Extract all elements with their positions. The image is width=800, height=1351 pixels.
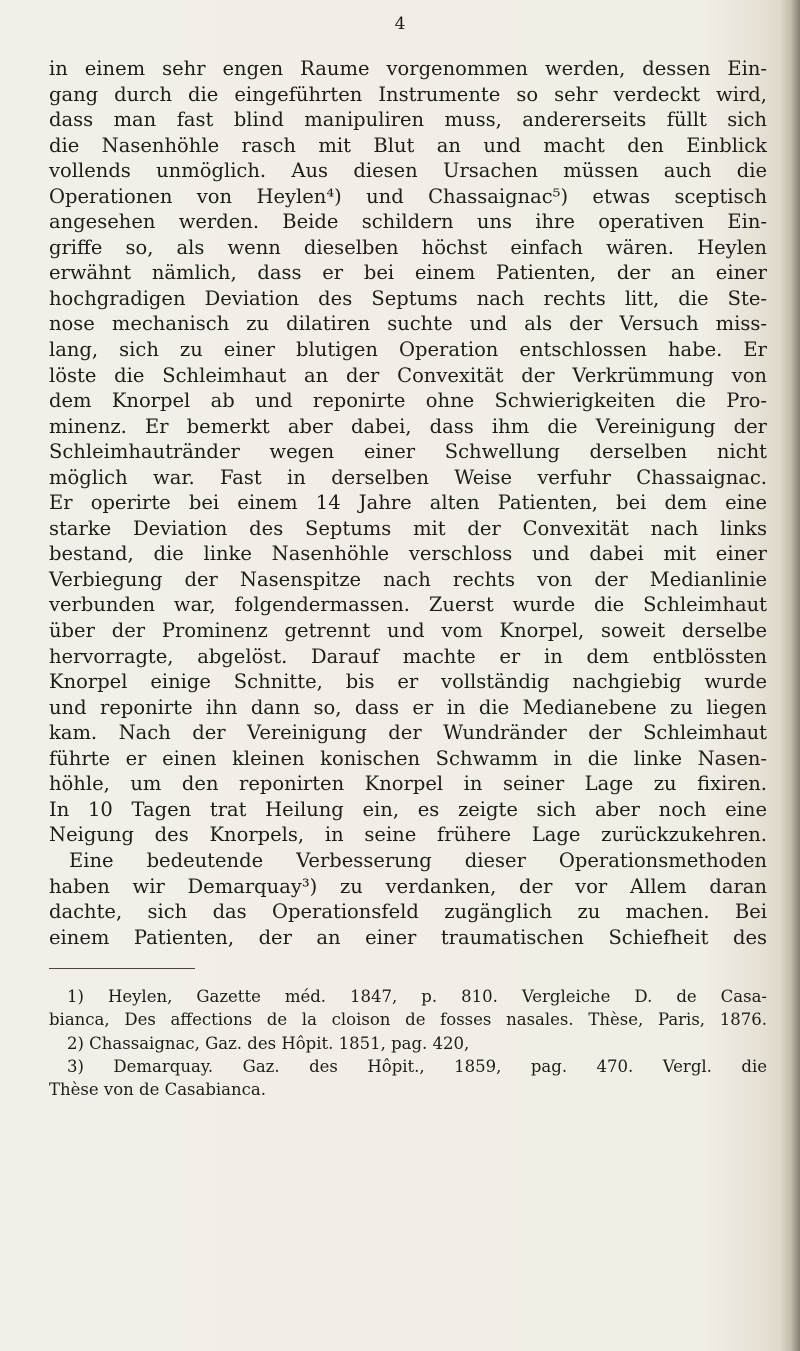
text-line: erwähnt nämlich, dass er bei einem Patienten, der an einer <box>49 261 767 285</box>
text-line: Eine bedeutende Verbesserung dieser Operationsmethoden <box>69 848 767 872</box>
text-line: vollends unmöglich. Aus diesen Ursachen müssen auch die <box>49 159 767 183</box>
text-line: einem Patienten, der an einer traumatischen Schiefheit des <box>49 925 767 949</box>
text-line: kam. Nach der Vereinigung der Wundränder der Schleimhaut <box>49 721 767 745</box>
text-line: Verbiegung der Nasenspitze nach rechts von der Medianlinie <box>49 567 767 591</box>
footnote-divider <box>49 968 195 969</box>
text-line: dem Knorpel ab und reponirte ohne Schwierigkeiten die Pro- <box>49 389 767 413</box>
text-line: lang, sich zu einer blutigen Operation entschlossen habe. Er <box>49 338 767 362</box>
text-line: Neigung des Knorpels, in seine frühere Lage zurückzukehren. <box>49 823 767 847</box>
body-text <box>49 56 767 950</box>
text-line: In 10 Tagen trat Heilung ein, es zeigte sich aber noch eine <box>49 797 767 821</box>
text-line: haben wir Demarquay³) zu verdanken, der vor Allem daran <box>49 874 767 898</box>
footnote-line: Thèse von de Casabianca. <box>49 1080 266 1100</box>
text-line: möglich war. Fast in derselben Weise verfuhr Chassaignac. <box>49 465 767 489</box>
page-number: 4 <box>394 14 406 34</box>
text-line: hervorragte, abgelöst. Darauf machte er in dem entblössten <box>49 644 767 668</box>
text-line: bestand, die linke Nasenhöhle verschloss und dabei mit einer <box>49 542 767 566</box>
text-line: löste die Schleimhaut an der Convexität der Verkrümmung von <box>49 363 767 387</box>
footnotes <box>49 985 767 1101</box>
text-line: minenz. Er bemerkt aber dabei, dass ihm die Vereinigung der <box>49 414 767 438</box>
text-line: die Nasenhöhle rasch mit Blut an und macht den Einblick <box>49 133 767 157</box>
text-line: Er operirte bei einem 14 Jahre alten Patienten, bei dem eine <box>49 491 767 515</box>
text-line: dass man fast blind manipuliren muss, andererseits füllt sich <box>49 108 767 132</box>
page-edge-shadow <box>780 0 800 1351</box>
text-line: führte er einen kleinen konischen Schwamm in die linke Nasen- <box>49 746 767 770</box>
footnote-line: 1) Heylen, Gazette méd. 1847, p. 810. Vergleiche D. de Casa- <box>67 987 767 1006</box>
text-line: gang durch die eingeführten Instrumente so sehr verdeckt wird, <box>49 82 767 106</box>
footnote-line: 2) Chassaignac, Gaz. des Hôpit. 1851, pag. 420, <box>67 1033 470 1053</box>
footnote-line: bianca, Des affections de la cloison de fosses nasales. Thèse, Paris, 1876. <box>49 1010 767 1030</box>
text-line: und reponirte ihn dann so, dass er in die Medianebene zu liegen <box>49 695 767 719</box>
text-line: dachte, sich das Operationsfeld zugänglich zu machen. Bei <box>49 900 767 924</box>
text-line: verbunden war, folgendermassen. Zuerst wurde die Schleimhaut <box>49 593 767 617</box>
text-line: Schleimhautränder wegen einer Schwellung derselben nicht <box>49 440 767 464</box>
text-line: nose mechanisch zu dilatiren suchte und als der Versuch miss- <box>49 312 767 336</box>
footnote-line: 3) Demarquay. Gaz. des Hôpit., 1859, pag. 470. Vergl. die <box>67 1056 767 1076</box>
text-line: hochgradigen Deviation des Septums nach rechts litt, die Ste- <box>49 286 767 310</box>
text-line: über der Prominenz getrennt und vom Knorpel, soweit derselbe <box>49 619 767 643</box>
text-line: griffe so, als wenn dieselben höchst einfach wären. Heylen <box>49 235 767 259</box>
text-line: starke Deviation des Septums mit der Convexität nach links <box>49 516 767 540</box>
text-line: in einem sehr engen Raume vorgenommen werden, dessen Ein- <box>49 57 767 80</box>
text-line: angesehen werden. Beide schildern uns ihre operativen Ein- <box>49 210 767 234</box>
text-line: Operationen von Heylen⁴) und Chassaignac⁵) etwas sceptisch <box>49 184 767 208</box>
text-line: Knorpel einige Schnitte, bis er vollständig nachgiebig wurde <box>49 670 767 694</box>
text-line: höhle, um den reponirten Knorpel in seiner Lage zu fixiren. <box>49 772 767 796</box>
